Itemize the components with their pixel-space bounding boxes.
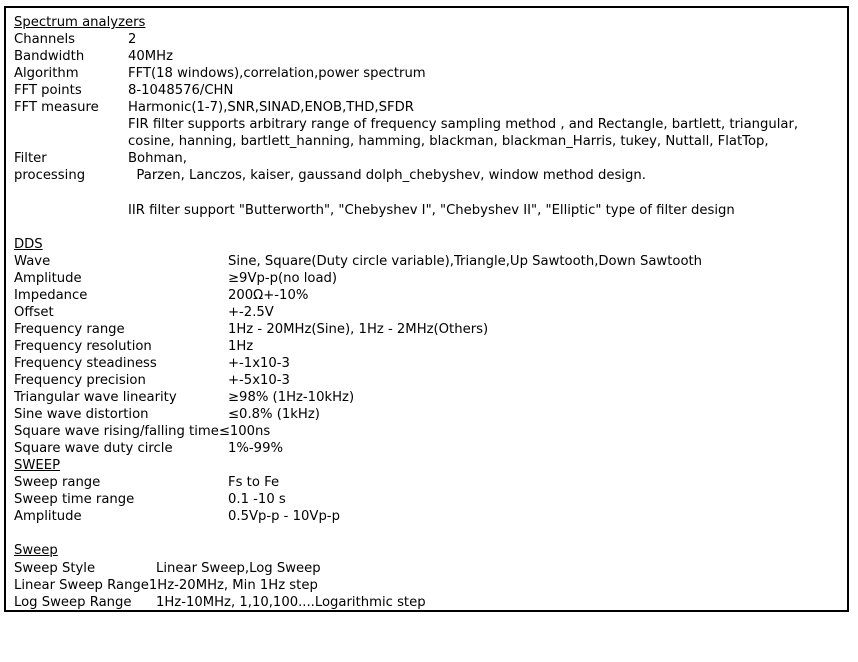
sweep-lower-row xyxy=(14,577,846,594)
spectrum-heading-line xyxy=(14,14,846,31)
spec-content xyxy=(14,14,846,611)
spec-value: FFT(18 windows),correlation,power spectrum xyxy=(128,66,426,82)
dds-row xyxy=(14,355,846,372)
filter-iir-text: IIR filter support "Butterworth", "Chebyshev I", "Chebyshev II", "Elliptic" type of filter design xyxy=(128,202,735,218)
sweep-lower-heading-line xyxy=(14,542,846,559)
dds-label: Offset xyxy=(14,304,54,320)
sweep-upper-heading: SWEEP xyxy=(14,458,61,474)
dds-label: Sine wave distortion xyxy=(14,407,149,423)
sweep-label xyxy=(14,577,318,594)
dds-heading-line xyxy=(14,236,846,253)
dds-row xyxy=(14,423,846,440)
sweep-lower-row xyxy=(14,560,846,577)
sweep-label: Amplitude xyxy=(14,509,82,525)
spec-value: 8-1048576/CHN xyxy=(128,83,234,99)
filter-fir-text: FIR filter supports arbitrary range of frequency sampling method , and Rectangle, bartlett, triangular, xyxy=(128,117,799,133)
dds-label: Frequency precision xyxy=(14,372,146,388)
spacer xyxy=(14,219,846,236)
sweep-lower-heading: Sweep xyxy=(14,543,58,559)
dds-value: +-1x10-3 xyxy=(228,355,290,371)
dds-label: Amplitude xyxy=(14,270,82,286)
dds-heading: DDS xyxy=(14,236,43,252)
dds-row xyxy=(14,389,846,406)
spec-label: FFT points xyxy=(14,83,82,99)
sweep-label: Sweep time range xyxy=(14,492,135,508)
dds-value: 1Hz xyxy=(228,338,254,354)
dds-value: 1Hz - 20MHz(Sine), 1Hz - 2MHz(Others) xyxy=(228,321,489,337)
sweep-label-text: Linear Sweep Range xyxy=(14,577,149,593)
dds-row xyxy=(14,287,846,304)
sweep-value: 1Hz-20MHz, Min 1Hz step xyxy=(148,577,318,593)
sweep-label: Sweep range xyxy=(14,475,101,491)
sweep-value: Linear Sweep,Log Sweep xyxy=(156,560,321,576)
dds-label-text: Square wave rising/falling time xyxy=(14,424,219,440)
dds-label: Wave xyxy=(14,253,51,269)
dds-row xyxy=(14,321,846,338)
sweep-lower-row xyxy=(14,594,846,611)
dds-row xyxy=(14,338,846,355)
sweep-value: 1Hz-10MHz, 1,10,100....Logarithmic step xyxy=(156,594,426,610)
spec-value: 2 xyxy=(128,32,137,48)
dds-row xyxy=(14,253,846,270)
spec-value: 40MHz xyxy=(128,49,173,65)
dds-label: Frequency steadiness xyxy=(14,355,157,371)
dds-value: Sine, Square(Duty circle variable),Triangle,Up Sawtooth,Down Sawtooth xyxy=(228,253,703,269)
sweep-upper-row xyxy=(14,474,846,491)
spec-label: Channels xyxy=(14,32,76,48)
filter-fir-line-4 xyxy=(14,167,846,184)
spec-label: Algorithm xyxy=(14,66,79,82)
sweep-upper-heading-line xyxy=(14,457,846,474)
spec-value: Harmonic(1-7),SNR,SINAD,ENOB,THD,SFDR xyxy=(128,100,414,116)
spec-row-fft-measure xyxy=(14,99,846,116)
filter-fir-text: Parzen, Lanczos, kaiser, gaussand dolph_chebyshev, window method design. xyxy=(128,168,646,184)
dds-value: ≤0.8% (1kHz) xyxy=(228,407,320,423)
spec-label: FFT measure xyxy=(14,100,99,116)
dds-value: ≤100ns xyxy=(218,424,271,440)
dds-label: Frequency resolution xyxy=(14,338,152,354)
dds-label: Frequency range xyxy=(14,321,125,337)
dds-row xyxy=(14,440,846,457)
spec-row-fft-points xyxy=(14,82,846,99)
dds-row xyxy=(14,406,846,423)
dds-label: Triangular wave linearity xyxy=(14,390,177,406)
dds-value: ≥9Vp-p(no load) xyxy=(228,270,338,286)
spec-row-channels xyxy=(14,31,846,48)
dds-row xyxy=(14,304,846,321)
dds-row xyxy=(14,270,846,287)
filter-fir-line-1 xyxy=(14,116,846,133)
spectrum-heading: Spectrum analyzers xyxy=(14,15,146,30)
filter-iir-line xyxy=(14,202,846,219)
spacer xyxy=(14,525,846,542)
filter-label: Filter xyxy=(14,151,47,167)
sweep-label: Log Sweep Range xyxy=(14,594,132,610)
filter-fir-text: cosine, hanning, bartlett_hanning, hamming, blackman, blackman_Harris, tukey, Nuttall, FlatTop, xyxy=(128,134,769,150)
sweep-value: 0.5Vp-p - 10Vp-p xyxy=(228,509,340,525)
spec-row-bandwidth xyxy=(14,48,846,65)
sweep-value: Fs to Fe xyxy=(228,475,280,491)
sweep-upper-row xyxy=(14,508,846,525)
spec-label: Bandwidth xyxy=(14,49,85,65)
filter-fir-line-3 xyxy=(14,150,846,167)
filter-fir-line-2 xyxy=(14,133,846,150)
dds-value: +-5x10-3 xyxy=(228,372,290,388)
spec-row-algorithm xyxy=(14,65,846,82)
dds-label: Impedance xyxy=(14,287,88,303)
sweep-label: Sweep Style xyxy=(14,560,96,576)
dds-value: 200Ω+-10% xyxy=(228,287,309,303)
dds-row xyxy=(14,372,846,389)
spacer xyxy=(14,184,846,201)
dds-label: Square wave duty circle xyxy=(14,441,173,457)
dds-value: +-2.5V xyxy=(228,304,274,320)
filter-fir-text: Bohman, xyxy=(128,151,187,167)
dds-value: 1%-99% xyxy=(228,441,283,457)
filter-label: processing xyxy=(14,168,86,184)
dds-value: ≥98% (1Hz-10kHz) xyxy=(228,390,355,406)
sweep-value: 0.1 -10 s xyxy=(228,492,286,508)
dds-label xyxy=(14,423,270,440)
sweep-upper-row xyxy=(14,491,846,508)
